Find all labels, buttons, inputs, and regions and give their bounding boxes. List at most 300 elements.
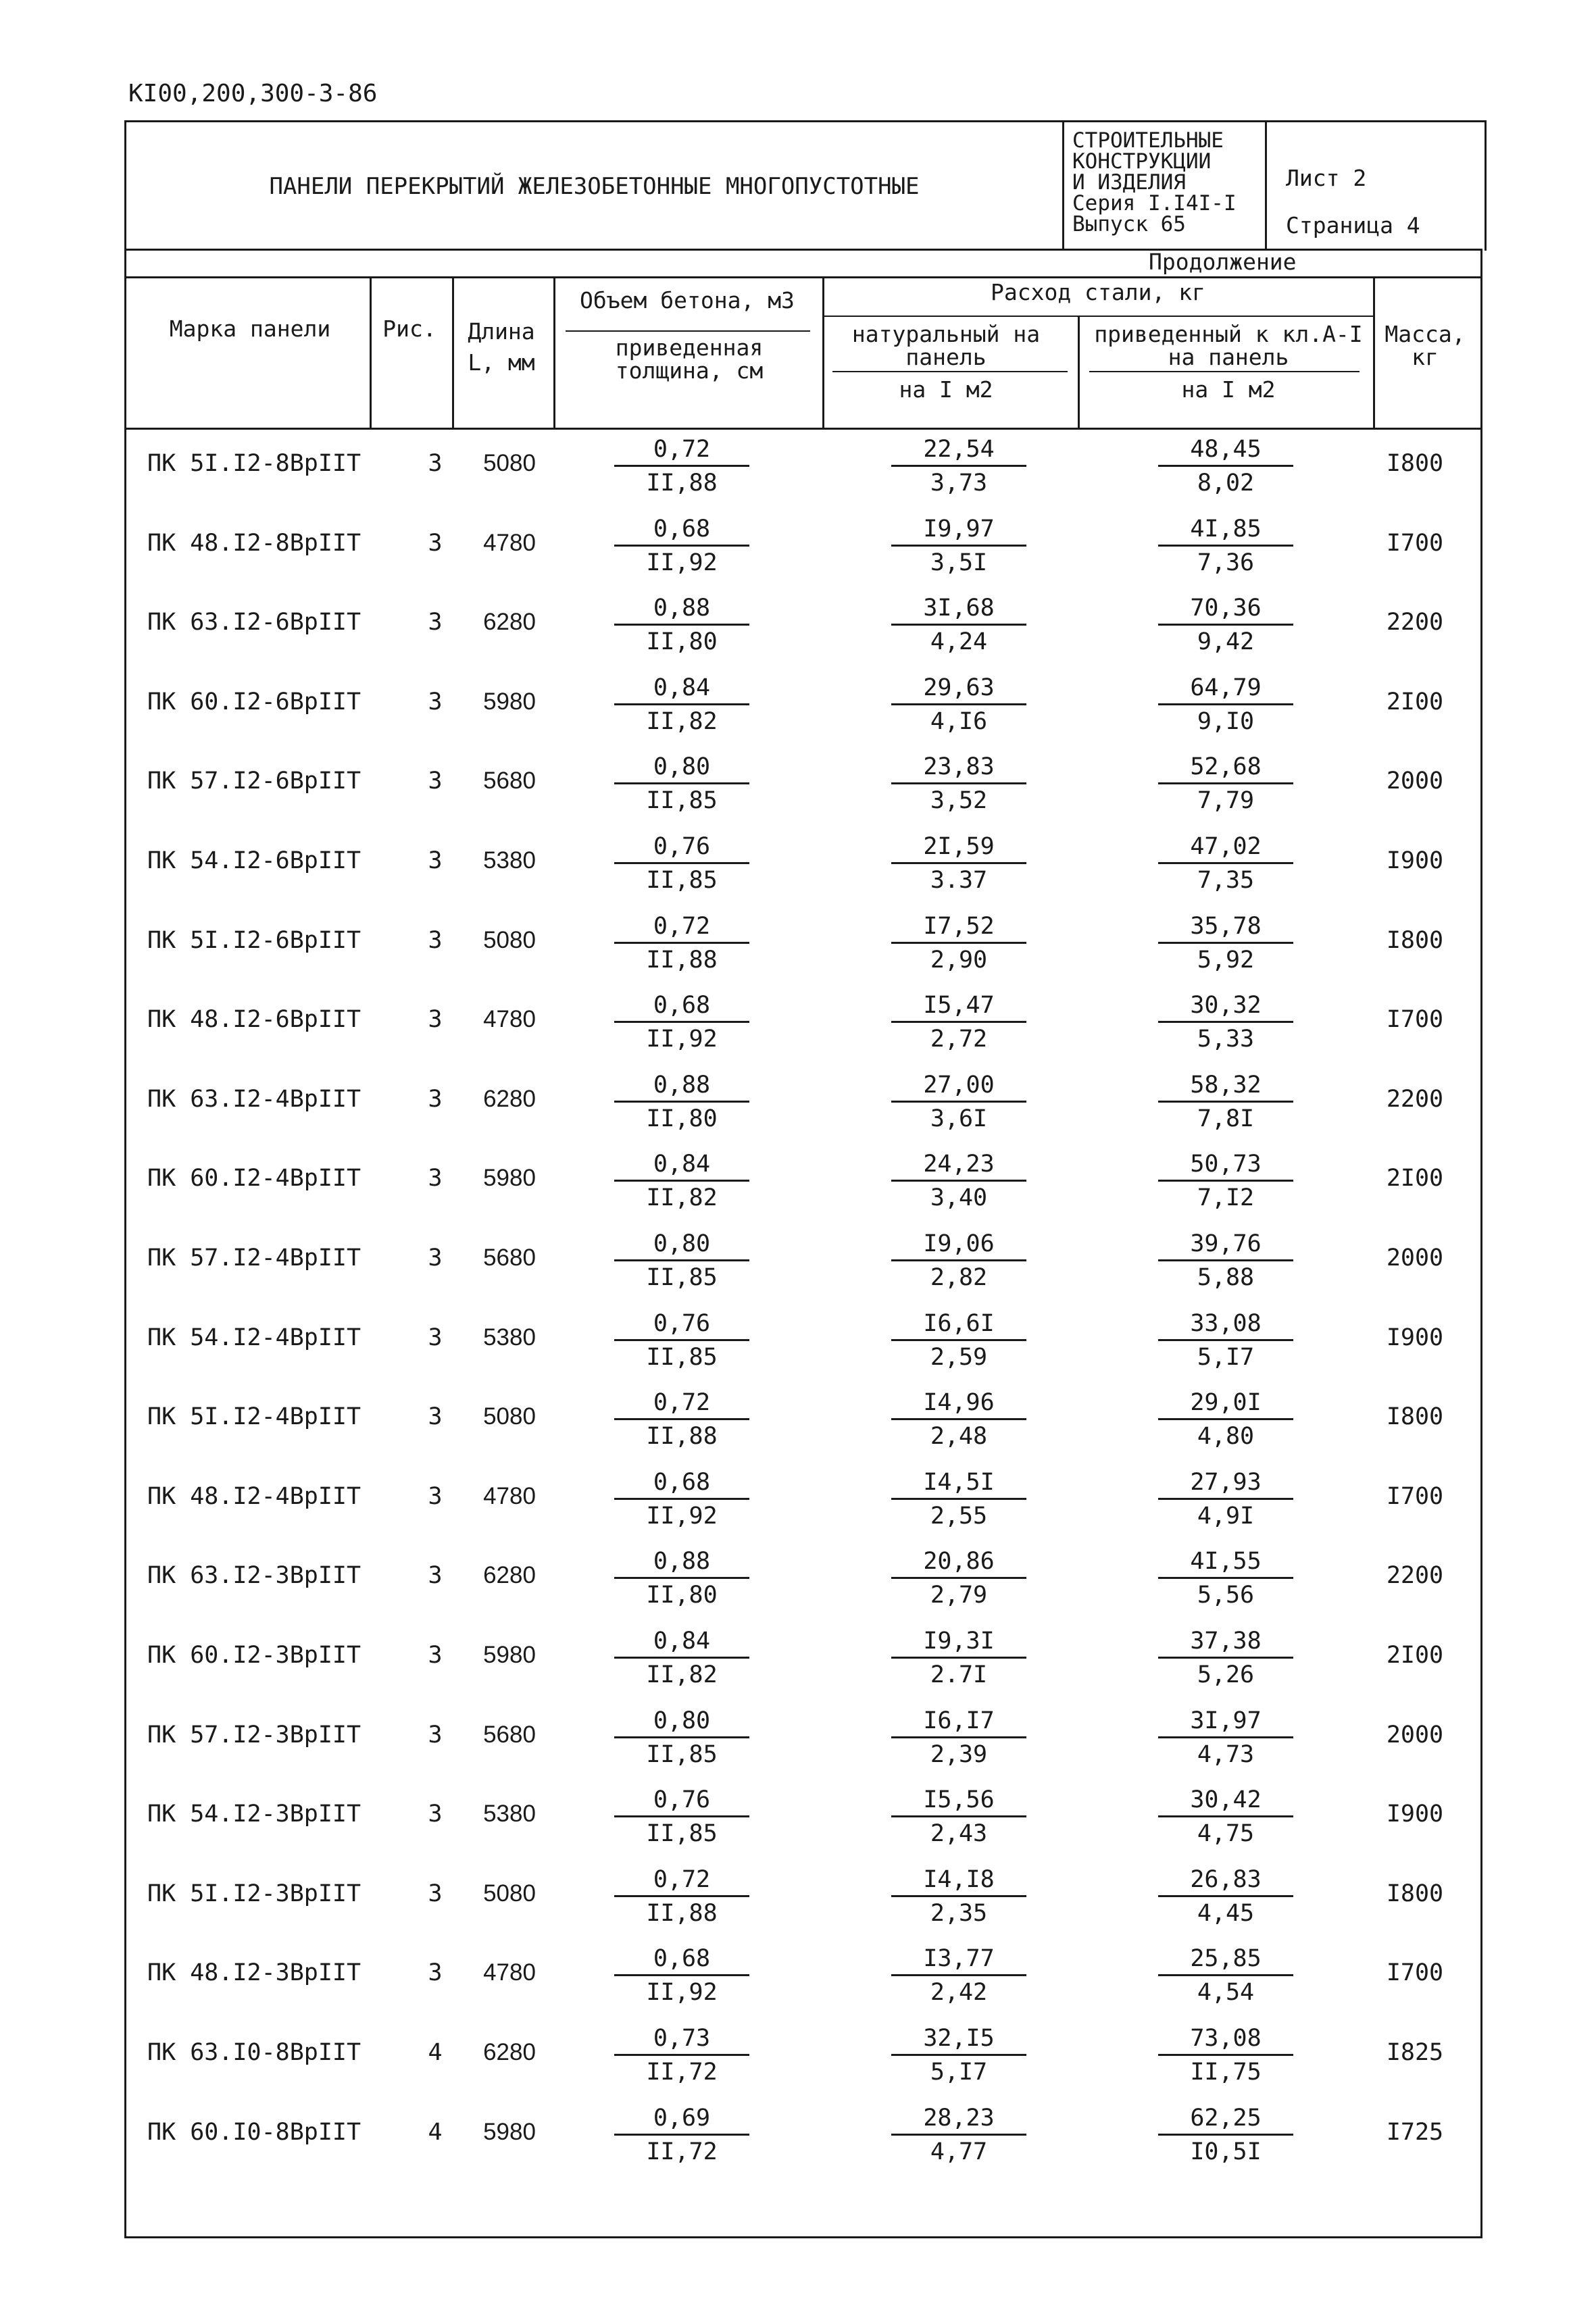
reduced-thickness: II,85	[646, 867, 718, 894]
reduced-steel-per-m2: 8,02	[1197, 470, 1255, 497]
figure-number: 3	[428, 1562, 443, 1589]
continuation-label: Продолжение	[1149, 249, 1297, 275]
reduced-steel-fraction	[1158, 593, 1293, 658]
series-line: Серия I.I4I-I	[1072, 191, 1237, 216]
reduced-steel-per-m2: 7,I2	[1197, 1184, 1255, 1211]
concrete-fraction	[614, 513, 749, 579]
col-fig: Рис.	[382, 316, 437, 342]
reduced-steel-per-panel: 4I,85	[1158, 513, 1293, 547]
figure-number: 3	[428, 1324, 443, 1351]
panel-length: 6280	[483, 1086, 536, 1112]
reduced-steel-per-panel: 30,42	[1158, 1784, 1293, 1817]
figure-number: 3	[428, 450, 443, 477]
reduced-thickness: II,88	[646, 1423, 718, 1450]
reduced-steel-fraction	[1158, 2023, 1293, 2088]
sheet-number: Лист 2	[1286, 165, 1367, 191]
reduced-steel-per-panel: 29,0I	[1158, 1387, 1293, 1420]
reduced-thickness: II,88	[646, 470, 718, 497]
natural-steel-per-m2: 2,82	[930, 1264, 988, 1291]
col-reduced-sub: на I м2	[1181, 376, 1276, 403]
panel-mass: 2200	[1386, 1086, 1444, 1113]
panel-length: 5080	[483, 1880, 536, 1907]
reduced-steel-fraction	[1158, 1943, 1293, 2009]
panel-length: 5980	[483, 1642, 536, 1668]
concrete-fraction	[614, 1546, 749, 1611]
concrete-fraction	[614, 2103, 749, 2168]
reduced-steel-per-panel: 25,85	[1158, 1943, 1293, 1976]
reduced-steel-per-panel: 27,93	[1158, 1467, 1293, 1500]
natural-steel-per-panel: 3I,68	[891, 593, 1026, 626]
panel-length: 5080	[483, 450, 536, 476]
panel-mark: ПК 54.I2-6ВрIIТ	[147, 847, 361, 874]
concrete-fraction	[614, 1308, 749, 1374]
reduced-steel-per-m2: 7,35	[1197, 867, 1255, 894]
reduced-steel-fraction	[1158, 513, 1293, 579]
concrete-volume: 0,76	[614, 1784, 749, 1817]
natural-steel-per-panel: 22,54	[891, 434, 1026, 467]
concrete-fraction	[614, 1228, 749, 1294]
panel-mass: I900	[1386, 1801, 1444, 1828]
natural-steel-per-m2: 4,77	[930, 2138, 988, 2165]
reduced-steel-per-m2: 4,73	[1197, 1741, 1255, 1768]
concrete-volume: 0,69	[614, 2103, 749, 2136]
document-title: ПАНЕЛИ ПЕРЕКРЫТИЙ ЖЕЛЕЗОБЕТОННЫЕ МНОГОПУСТОТНЫЕ	[126, 122, 1064, 251]
reduced-steel-per-m2: 4,54	[1197, 1979, 1255, 2006]
natural-steel-fraction	[891, 1308, 1026, 1374]
concrete-fraction	[614, 2023, 749, 2088]
natural-steel-per-panel: I6,6I	[891, 1308, 1026, 1341]
table-row	[124, 2019, 1482, 2098]
natural-steel-per-m2: 2,35	[930, 1900, 988, 1927]
concrete-volume: 0,72	[614, 434, 749, 467]
series-line: И ИЗДЕЛИЯ	[1072, 170, 1186, 195]
reduced-steel-fraction	[1158, 434, 1293, 499]
concrete-fraction	[614, 1149, 749, 1214]
panel-mass: I725	[1386, 2119, 1444, 2146]
page-number: Страница 4	[1286, 212, 1420, 238]
natural-steel-per-panel: I6,I7	[891, 1705, 1026, 1738]
reduced-steel-per-panel: 47,02	[1158, 831, 1293, 864]
panel-mark: ПК 48.I2-8ВрIIТ	[147, 530, 361, 557]
col-concrete: Объем бетона, м3	[580, 287, 795, 313]
reduced-thickness: II,88	[646, 947, 718, 974]
panel-mass: I900	[1386, 1324, 1444, 1351]
natural-steel-per-panel: I4,96	[891, 1387, 1026, 1420]
natural-steel-per-panel: I4,5I	[891, 1467, 1026, 1500]
panel-length: 4780	[483, 1483, 536, 1509]
panel-mark: ПК 60.I2-4ВрIIТ	[147, 1165, 361, 1192]
reduced-steel-per-panel: 64,79	[1158, 672, 1293, 705]
panel-length: 5980	[483, 2119, 536, 2145]
reduced-steel-fraction	[1158, 1467, 1293, 1532]
concrete-volume: 0,72	[614, 1387, 749, 1420]
panel-length: 5080	[483, 1403, 536, 1430]
reduced-thickness: II,80	[646, 1105, 718, 1132]
natural-steel-per-panel: 2I,59	[891, 831, 1026, 864]
reduced-steel-per-panel: 30,32	[1158, 990, 1293, 1023]
panel-length: 5380	[483, 1801, 536, 1827]
reduced-steel-fraction	[1158, 1626, 1293, 1691]
reduced-steel-per-m2: 4,80	[1197, 1423, 1255, 1450]
natural-steel-fraction	[891, 434, 1026, 499]
concrete-fraction	[614, 672, 749, 738]
reduced-steel-per-m2: 4,9I	[1197, 1503, 1255, 1530]
reduced-steel-per-panel: 26,83	[1158, 1864, 1293, 1897]
panel-length: 5380	[483, 847, 536, 874]
reduced-steel-per-m2: 9,42	[1197, 628, 1255, 655]
reduced-steel-fraction	[1158, 2103, 1293, 2168]
table-row	[124, 509, 1482, 589]
concrete-fraction	[614, 1705, 749, 1771]
reduced-steel-per-panel: 73,08	[1158, 2023, 1293, 2056]
panel-mass: 2000	[1386, 1721, 1444, 1749]
natural-steel-per-m2: 4,I6	[930, 708, 988, 735]
reduced-steel-fraction	[1158, 1784, 1293, 1850]
document-code: КI00,200,300-3-86	[128, 80, 378, 107]
figure-number: 3	[428, 1880, 443, 1907]
reduced-steel-per-panel: 58,32	[1158, 1070, 1293, 1103]
natural-steel-per-panel: 20,86	[891, 1546, 1026, 1579]
natural-steel-fraction	[891, 831, 1026, 897]
natural-steel-fraction	[891, 1705, 1026, 1771]
concrete-fraction	[614, 1626, 749, 1691]
reduced-steel-per-panel: 4I,55	[1158, 1546, 1293, 1579]
natural-steel-fraction	[891, 911, 1026, 976]
concrete-fraction	[614, 911, 749, 976]
panel-mark: ПК 48.I2-4ВрIIТ	[147, 1483, 361, 1510]
table-row	[124, 827, 1482, 907]
reduced-steel-fraction	[1158, 1149, 1293, 1214]
panel-mark: ПК 48.I2-3ВрIIТ	[147, 1959, 361, 1986]
concrete-volume: 0,76	[614, 831, 749, 864]
natural-steel-fraction	[891, 1546, 1026, 1611]
figure-number: 3	[428, 927, 443, 954]
natural-steel-per-m2: 3.37	[930, 867, 988, 894]
natural-steel-per-m2: 2,39	[930, 1741, 988, 1768]
figure-number: 3	[428, 768, 443, 795]
table-row	[124, 1780, 1482, 1860]
natural-steel-fraction	[891, 751, 1026, 817]
table-row	[124, 1224, 1482, 1304]
figure-number: 3	[428, 1244, 443, 1272]
concrete-volume: 0,68	[614, 1467, 749, 1500]
panel-length: 5680	[483, 1721, 536, 1748]
natural-steel-fraction	[891, 1864, 1026, 1930]
reduced-steel-per-m2: 5,I7	[1197, 1344, 1255, 1371]
panel-mark: ПК 63.I0-8ВрIIТ	[147, 2039, 361, 2066]
reduced-steel-fraction	[1158, 1228, 1293, 1294]
concrete-volume: 0,84	[614, 1626, 749, 1659]
natural-steel-fraction	[891, 1467, 1026, 1532]
reduced-thickness: II,80	[646, 628, 718, 655]
concrete-volume: 0,84	[614, 672, 749, 705]
reduced-steel-fraction	[1158, 751, 1293, 817]
natural-steel-per-m2: 3,73	[930, 470, 988, 497]
reduced-thickness: II,82	[646, 708, 718, 735]
natural-steel-per-m2: 2,43	[930, 1820, 988, 1847]
table-row	[124, 1701, 1482, 1781]
concrete-fraction	[614, 434, 749, 499]
panel-length: 4780	[483, 530, 536, 556]
natural-steel-per-m2: 2,79	[930, 1582, 988, 1609]
concrete-fraction	[614, 1387, 749, 1453]
panel-mark: ПК 63.I2-6ВрIIТ	[147, 609, 361, 636]
panel-mark: ПК 57.I2-3ВрIIТ	[147, 1721, 361, 1749]
natural-steel-per-m2: 3,6I	[930, 1105, 988, 1132]
natural-steel-fraction	[891, 672, 1026, 738]
natural-steel-fraction	[891, 1626, 1026, 1691]
reduced-thickness: II,72	[646, 2138, 718, 2165]
reduced-steel-per-m2: 4,75	[1197, 1820, 1255, 1847]
natural-steel-per-m2: 2,90	[930, 947, 988, 974]
concrete-volume: 0,88	[614, 593, 749, 626]
figure-number: 3	[428, 1959, 443, 1986]
concrete-fraction	[614, 751, 749, 817]
series-info	[1064, 122, 1267, 251]
reduced-thickness: II,88	[646, 1900, 718, 1927]
col-concrete-sub: приведенная толщина, см	[615, 334, 764, 384]
concrete-fraction	[614, 1467, 749, 1532]
concrete-fraction	[614, 1784, 749, 1850]
figure-number: 3	[428, 688, 443, 715]
reduced-steel-per-panel: 70,36	[1158, 593, 1293, 626]
panel-length: 5680	[483, 768, 536, 794]
panel-mass: I700	[1386, 1006, 1444, 1033]
concrete-volume: 0,68	[614, 990, 749, 1023]
table-row	[124, 986, 1482, 1065]
col-mark: Марка панели	[169, 316, 331, 342]
natural-steel-fraction	[891, 2023, 1026, 2088]
reduced-steel-fraction	[1158, 672, 1293, 738]
concrete-volume: 0,80	[614, 751, 749, 784]
concrete-fraction	[614, 593, 749, 658]
reduced-steel-per-m2: 5,92	[1197, 947, 1255, 974]
concrete-volume: 0,84	[614, 1149, 749, 1182]
figure-number: 3	[428, 1403, 443, 1430]
natural-steel-per-panel: 23,83	[891, 751, 1026, 784]
table-row	[124, 1860, 1482, 1940]
series-line: Выпуск 65	[1072, 212, 1186, 236]
panel-mass: I800	[1386, 927, 1444, 954]
concrete-volume: 0,72	[614, 911, 749, 944]
concrete-volume: 0,88	[614, 1070, 749, 1103]
panel-mass: I700	[1386, 1959, 1444, 1986]
panel-mark: ПК 5I.I2-8ВрIIТ	[147, 450, 361, 477]
reduced-thickness: II,80	[646, 1582, 718, 1609]
reduced-steel-per-m2: II,75	[1190, 2059, 1262, 2086]
concrete-volume: 0,68	[614, 513, 749, 547]
panel-mass: I700	[1386, 1483, 1444, 1510]
table-row	[124, 1621, 1482, 1701]
natural-steel-per-m2: 2,72	[930, 1026, 988, 1053]
natural-steel-per-panel: I5,56	[891, 1784, 1026, 1817]
natural-steel-per-m2: 2,59	[930, 1344, 988, 1371]
panel-mass: 2I00	[1386, 688, 1444, 715]
concrete-volume: 0,80	[614, 1705, 749, 1738]
panel-mass: 2I00	[1386, 1165, 1444, 1192]
sheet-info	[1270, 122, 1485, 251]
reduced-steel-fraction	[1158, 831, 1293, 897]
reduced-thickness: II,82	[646, 1661, 718, 1688]
reduced-thickness: II,92	[646, 1979, 718, 2006]
natural-steel-per-panel: I7,52	[891, 911, 1026, 944]
panel-mass: 2000	[1386, 768, 1444, 795]
panel-mark: ПК 63.I2-3ВрIIТ	[147, 1562, 361, 1589]
natural-steel-fraction	[891, 1070, 1026, 1135]
reduced-steel-per-m2: I0,5I	[1190, 2138, 1262, 2165]
reduced-thickness: II,85	[646, 1344, 718, 1371]
concrete-volume: 0,80	[614, 1228, 749, 1261]
panel-mass: 2200	[1386, 1562, 1444, 1589]
reduced-thickness: II,72	[646, 2059, 718, 2086]
panel-length: 4780	[483, 1006, 536, 1032]
reduced-thickness: II,82	[646, 1184, 718, 1211]
figure-number: 3	[428, 1006, 443, 1033]
reduced-steel-per-m2: 7,8I	[1197, 1105, 1255, 1132]
panel-mark: ПК 54.I2-3ВрIIТ	[147, 1801, 361, 1828]
panel-mark: ПК 57.I2-6ВрIIТ	[147, 768, 361, 795]
col-length: Длина L, мм	[468, 318, 535, 376]
reduced-steel-per-panel: 35,78	[1158, 911, 1293, 944]
natural-steel-fraction	[891, 593, 1026, 658]
reduced-steel-per-m2: 5,56	[1197, 1582, 1255, 1609]
natural-steel-per-panel: 24,23	[891, 1149, 1026, 1182]
panel-length: 6280	[483, 2039, 536, 2065]
col-natural-sub: на I м2	[899, 376, 993, 403]
panel-mass: I800	[1386, 1880, 1444, 1907]
panel-mass: I700	[1386, 530, 1444, 557]
reduced-steel-per-m2: 7,79	[1197, 787, 1255, 814]
panel-mark: ПК 54.I2-4ВрIIТ	[147, 1324, 361, 1351]
natural-steel-fraction	[891, 1149, 1026, 1214]
natural-steel-fraction	[891, 2103, 1026, 2168]
panel-mark: ПК 5I.I2-3ВрIIТ	[147, 1880, 361, 1907]
figure-number: 3	[428, 1642, 443, 1669]
figure-number: 3	[428, 1483, 443, 1510]
reduced-steel-per-panel: 39,76	[1158, 1228, 1293, 1261]
natural-steel-fraction	[891, 1228, 1026, 1294]
concrete-volume: 0,88	[614, 1546, 749, 1579]
reduced-steel-fraction	[1158, 1308, 1293, 1374]
natural-steel-per-m2: 3,52	[930, 787, 988, 814]
concrete-fraction	[614, 990, 749, 1055]
natural-steel-per-m2: 3,5I	[930, 549, 988, 576]
concrete-volume: 0,68	[614, 1943, 749, 1976]
natural-steel-per-m2: 4,24	[930, 628, 988, 655]
panel-mark: ПК 60.I2-6ВрIIТ	[147, 688, 361, 715]
natural-steel-per-m2: 2,42	[930, 1979, 988, 2006]
natural-steel-per-panel: I4,I8	[891, 1864, 1026, 1897]
table-row	[124, 1383, 1482, 1463]
natural-steel-fraction	[891, 1943, 1026, 2009]
natural-steel-per-m2: 2.7I	[930, 1661, 988, 1688]
natural-steel-per-m2: 5,I7	[930, 2059, 988, 2086]
reduced-steel-per-panel: 50,73	[1158, 1149, 1293, 1182]
reduced-steel-per-panel: 3I,97	[1158, 1705, 1293, 1738]
reduced-thickness: II,85	[646, 787, 718, 814]
reduced-thickness: II,85	[646, 1741, 718, 1768]
series-line: СТРОИТЕЛЬНЫЕ	[1072, 128, 1224, 153]
table-row	[124, 1463, 1482, 1542]
natural-steel-fraction	[891, 1387, 1026, 1453]
reduced-steel-per-panel: 62,25	[1158, 2103, 1293, 2136]
table-row	[124, 1145, 1482, 1224]
panel-mark: ПК 60.I2-3ВрIIТ	[147, 1642, 361, 1669]
figure-number: 4	[428, 2039, 443, 2066]
figure-number: 3	[428, 1086, 443, 1113]
panel-mass: 2I00	[1386, 1642, 1444, 1669]
natural-steel-per-panel: 28,23	[891, 2103, 1026, 2136]
reduced-steel-per-m2: 7,36	[1197, 549, 1255, 576]
figure-number: 3	[428, 609, 443, 636]
panel-mark: ПК 5I.I2-4ВрIIТ	[147, 1403, 361, 1430]
col-natural: натуральный на панель	[851, 321, 1041, 370]
table-row	[124, 668, 1482, 748]
title-block	[124, 120, 1487, 251]
reduced-thickness: II,85	[646, 1264, 718, 1291]
col-steel: Расход стали, кг	[991, 279, 1205, 305]
table-row	[124, 1542, 1482, 1621]
concrete-volume: 0,72	[614, 1864, 749, 1897]
reduced-steel-per-m2: 5,88	[1197, 1264, 1255, 1291]
figure-number: 3	[428, 1721, 443, 1749]
natural-steel-per-m2: 3,40	[930, 1184, 988, 1211]
reduced-steel-per-panel: 52,68	[1158, 751, 1293, 784]
reduced-steel-fraction	[1158, 1864, 1293, 1930]
panel-mass: I800	[1386, 450, 1444, 477]
series-line: КОНСТРУКЦИИ	[1072, 149, 1212, 174]
reduced-steel-fraction	[1158, 1546, 1293, 1611]
reduced-steel-fraction	[1158, 1387, 1293, 1453]
concrete-fraction	[614, 831, 749, 897]
panel-length: 5080	[483, 927, 536, 953]
table-row	[124, 588, 1482, 668]
natural-steel-per-panel: 29,63	[891, 672, 1026, 705]
natural-steel-fraction	[891, 513, 1026, 579]
concrete-volume: 0,76	[614, 1308, 749, 1341]
reduced-steel-per-panel: 48,45	[1158, 434, 1293, 467]
panel-length: 5980	[483, 1165, 536, 1191]
natural-steel-per-panel: I3,77	[891, 1943, 1026, 1976]
reduced-thickness: II,92	[646, 549, 718, 576]
reduced-steel-per-m2: 4,45	[1197, 1900, 1255, 1927]
table-row	[124, 1065, 1482, 1145]
reduced-thickness: II,92	[646, 1503, 718, 1530]
panel-length: 5380	[483, 1324, 536, 1351]
reduced-thickness: II,92	[646, 1026, 718, 1053]
natural-steel-per-panel: I9,97	[891, 513, 1026, 547]
natural-steel-fraction	[891, 1784, 1026, 1850]
panel-mark: ПК 63.I2-4ВрIIТ	[147, 1086, 361, 1113]
natural-steel-per-panel: I5,47	[891, 990, 1026, 1023]
col-reduced: приведенный к кл.А-I на панель	[1094, 321, 1363, 370]
panel-mark: ПК 60.I0-8ВрIIТ	[147, 2119, 361, 2146]
panel-length: 5980	[483, 688, 536, 715]
reduced-steel-per-m2: 5,26	[1197, 1661, 1255, 1688]
reduced-steel-fraction	[1158, 1705, 1293, 1771]
panel-length: 5680	[483, 1244, 536, 1271]
panel-length: 6280	[483, 1562, 536, 1588]
panel-mark: ПК 48.I2-6ВрIIТ	[147, 1006, 361, 1033]
natural-steel-per-panel: I9,06	[891, 1228, 1026, 1261]
panel-mark: ПК 5I.I2-6ВрIIТ	[147, 927, 361, 954]
figure-number: 3	[428, 1165, 443, 1192]
table-row	[124, 430, 1482, 509]
reduced-steel-fraction	[1158, 1070, 1293, 1135]
reduced-thickness: II,85	[646, 1820, 718, 1847]
reduced-steel-fraction	[1158, 990, 1293, 1055]
panel-length: 6280	[483, 609, 536, 635]
